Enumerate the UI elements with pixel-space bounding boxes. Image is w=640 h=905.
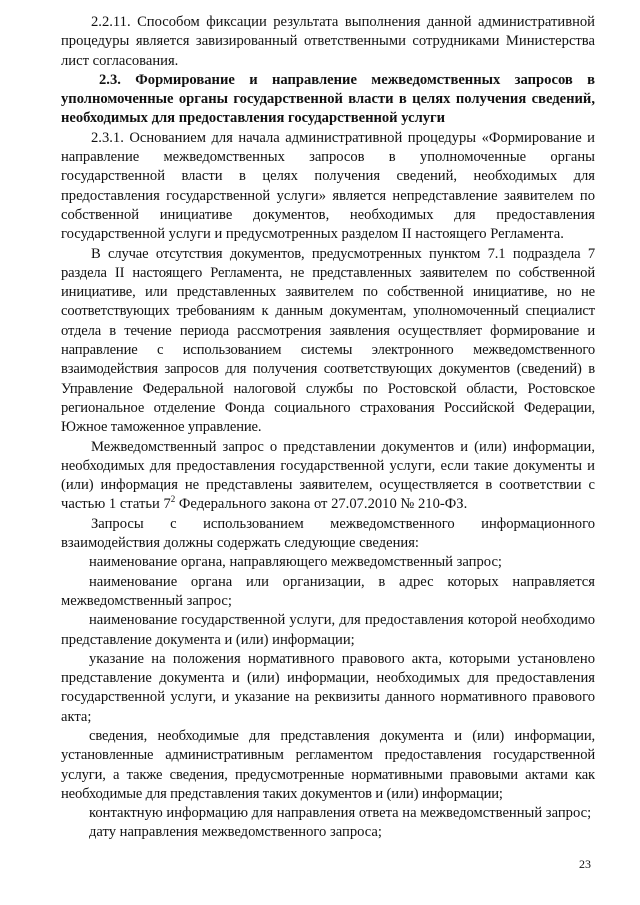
- paragraph-interagency-request: [61, 438, 595, 515]
- section-heading-2-3: 2.3. Формирование и направление межведомственных запросов в уполномоченные органы государственной власти в целях получения сведений, необходимых для предоставления государственной услуги: [61, 71, 595, 127]
- list-item: контактную информацию для направления ответа на межведомственный запрос;: [89, 805, 592, 822]
- page-number: 23: [579, 857, 591, 871]
- document-body: [61, 13, 595, 843]
- list-item: дату направления межведомственного запроса;: [89, 824, 382, 841]
- paragraph-absence-of-documents: В случае отсутствия документов, предусмотренных пунктом 7.1 подраздела 7 раздела II настоящего Регламента, не представленных заявителем по собственной инициативе, или представленных заявителем по собственной инициативе, но не соответствующих требованиям к данным документам, уполномоченный специалист отдела в течение периода рассмотрения заявления осуществляет формирование и направление с использованием системы электронного межведомственного взаимодействия запросов для получения соответствующих документов (сведений) в Управление Федеральной налоговой службы по Ростовской области, Ростовское региональное отделение Фонда социального страхования Российской Федерации, Южное таможенное управление.: [61, 245, 595, 436]
- paragraph-request-contents-intro: Запросы с использованием межведомственного информационного взаимодействия должны содержать следующие сведения:: [61, 515, 595, 552]
- paragraph-2-2-11: 2.2.11. Способом фиксации результата выполнения данной административной процедуры является завизированный ответственными сотрудниками Министерства лист согласования.: [61, 14, 595, 69]
- article-superscript: 2: [170, 494, 176, 505]
- list-item: сведения, необходимые для представления документа и (или) информации, установленные административным регламентом предоставления государственной услуги, а также сведения, предусмотренные нормативными правовыми актами как необходимые для представления таких документов и (или) информации;: [61, 727, 595, 802]
- list-item: наименование органа или организации, в адрес которых направляется межведомственный запрос;: [61, 573, 595, 609]
- paragraph-2-3-1: 2.3.1. Основанием для начала административной процедуры «Формирование и направление межведомственных запросов в уполномоченные органы государственной власти в целях получения сведений, необходимых для предоставления государственной услуги» является непредставление заявителем по собственной инициативе документов, необходимых для предоставления государственной услуги и предусмотренных разделом II настоящего Регламента.: [61, 129, 595, 243]
- list-item: указание на положения нормативного правового акта, которыми установлено представление документа и (или) информации, необходимых для предоставления государственной услуги, и указание на реквизиты данного нормативного правового акта;: [61, 650, 595, 725]
- list-item: наименование государственной услуги, для предоставления которой необходимо представление документа и (или) информации;: [61, 612, 595, 648]
- request-text-start: Межведомственный запрос о представлении документов и (или) информации, необходимых для предоставления государственной услуги, если такие документы и (или) информация не представлены заявителем, осуществляется в соответствии с частью 1 статьи 7: [61, 438, 595, 513]
- request-text-end: Федерального закона от 27.07.2010 № 210-ФЗ.: [175, 496, 468, 513]
- list-item: наименование органа, направляющего межведомственный запрос;: [89, 554, 502, 571]
